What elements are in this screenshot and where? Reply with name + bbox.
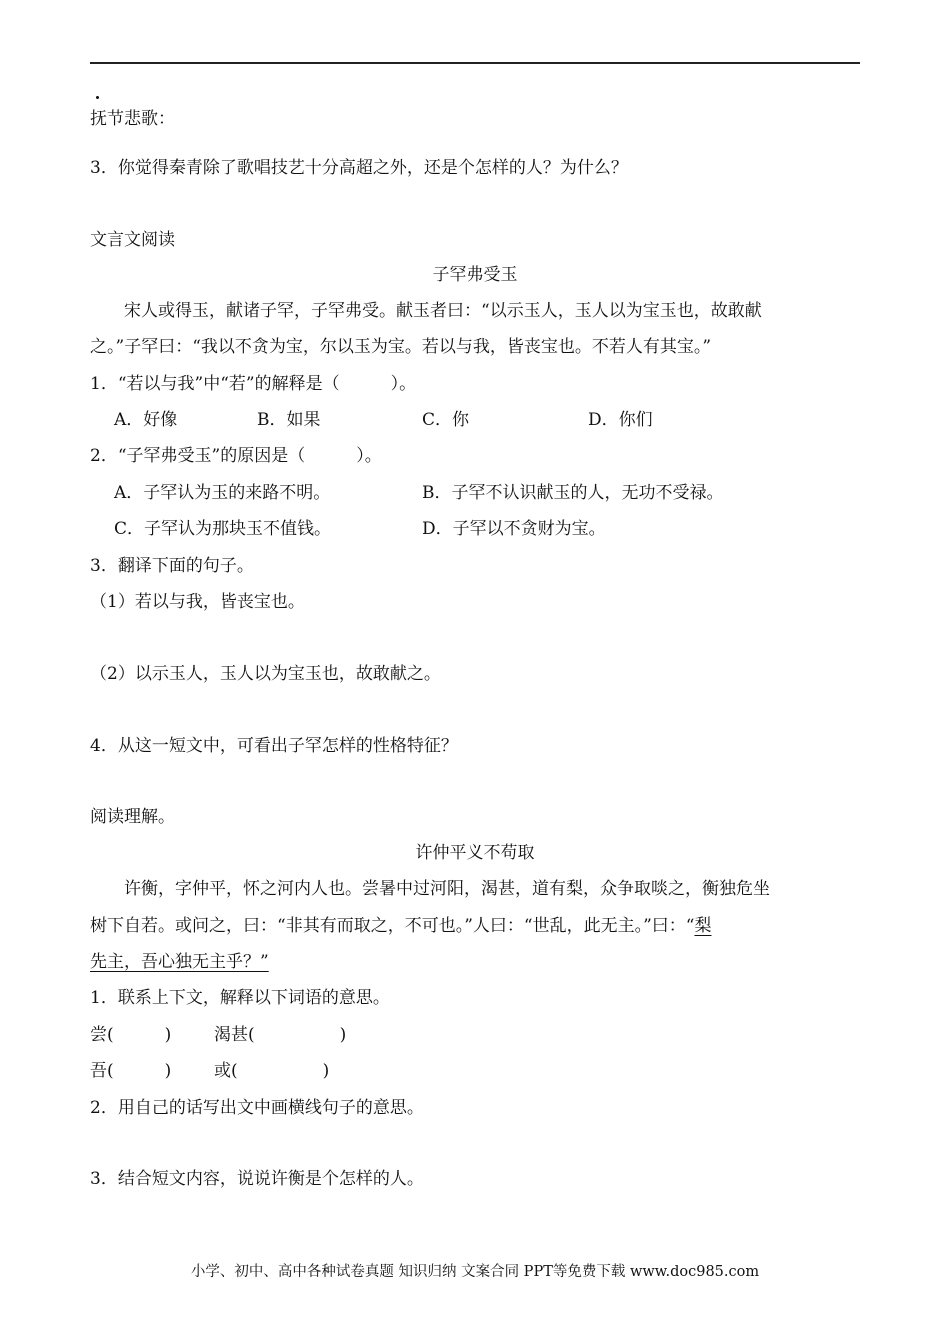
section1-question-3: 3．翻译下面的句子。 [90, 556, 254, 576]
section2-title: 许仲平义不苟取 [415, 843, 535, 863]
underlined-sentence: 先主，吾心独无主乎？ [90, 952, 260, 972]
option-d: D．你们 [588, 410, 653, 430]
section1-question-1: 1．“若以与我”中“若”的解释是（ ）。 [90, 374, 417, 394]
option-a: A．好像 [114, 410, 178, 430]
option-d: D．子罕以不贪财为宝。 [422, 519, 606, 539]
page-footer: 小学、初中、高中各种试卷真题 知识归纳 文案合同 PPT等免费下载 www.doc985.com [190, 1264, 760, 1280]
dot-mark [96, 96, 99, 99]
section2-heading: 阅读理解。 [90, 807, 175, 827]
translate-item-2: （2）以示玉人，玉人以为宝玉也，故敢献之。 [90, 664, 441, 684]
blank-keshen: 渴甚( ) [214, 1025, 347, 1045]
section2-question-3: 3．结合短文内容，说说许衡是个怎样的人。 [90, 1169, 424, 1189]
section2-question-2: 2．用自己的话写出文中画横线句子的意思。 [90, 1098, 424, 1118]
section2-passage-line-2: 树下自若。或问之，曰：“非其有而取之，不可也。”人曰：“世乱，此无主。”曰：“梨 [90, 916, 712, 936]
section1-question-4: 4．从这一短文中，可看出子罕怎样的性格特征？ [90, 736, 458, 756]
section2-passage-line-1: 许衡，字仲平，怀之河内人也。尝暑中过河阳，渴甚，道有梨，众争取啖之，衡独危坐 [124, 879, 770, 899]
continuation-text: 抚节悲歌： [90, 109, 175, 129]
option-c: C．你 [422, 410, 470, 430]
option-b: B．如果 [257, 410, 321, 430]
header-rule [90, 62, 860, 64]
translate-item-1: （1）若以与我，皆丧宝也。 [90, 592, 305, 612]
option-a: A．子罕认为玉的来路不明。 [114, 483, 331, 503]
section1-passage-line-2: 之。”子罕曰：“我以不贪为宝，尔以玉为宝。若以与我，皆丧宝也。不若人有其宝。” [90, 337, 712, 357]
question-qinqing-3: 3．你觉得秦青除了歌唱技艺十分高超之外，还是个怎样的人？为什么？ [90, 158, 628, 178]
blank-huo: 或( ) [214, 1061, 330, 1081]
blank-wu: 吾( ) [90, 1061, 172, 1081]
section1-question-2: 2．“子罕弗受玉”的原因是（ ）。 [90, 446, 382, 466]
section1-passage-line-1: 宋人或得玉，献诸子罕，子罕弗受。献玉者曰：“以示玉人，玉人以为宝玉也，故敢献 [124, 301, 762, 321]
section1-title: 子罕弗受玉 [432, 265, 518, 285]
option-b: B．子罕不认识献玉的人，无功不受禄。 [422, 483, 724, 503]
section1-heading: 文言文阅读 [90, 230, 175, 250]
blank-chang: 尝( ) [90, 1025, 172, 1045]
option-c: C．子罕认为那块玉不值钱。 [114, 519, 332, 539]
section2-passage-line-3: 先主，吾心独无主乎？” [90, 952, 269, 972]
section2-question-1: 1．联系上下文，解释以下词语的意思。 [90, 988, 390, 1008]
underlined-sentence-start: 梨 [694, 916, 712, 936]
